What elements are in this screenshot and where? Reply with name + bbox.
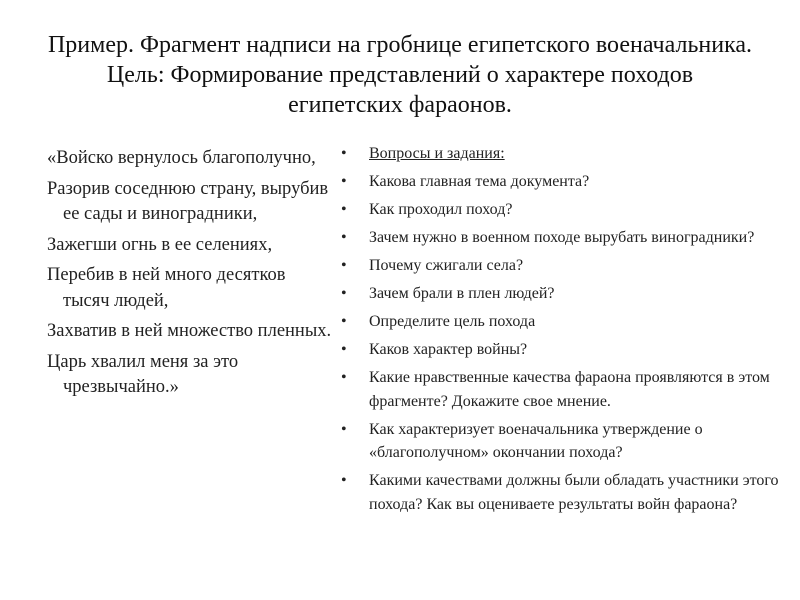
question-item	[341, 170, 781, 194]
question-item	[341, 366, 781, 413]
quote-line: Зажегши огнь в ее селениях,	[47, 234, 273, 255]
question-text: Какие нравственные качества фараона проявляются в этом фрагменте? Докажите свое мнение.	[369, 369, 770, 410]
bullet-icon: •	[341, 173, 347, 190]
bullet-icon: •	[341, 201, 347, 218]
question-item	[341, 338, 781, 362]
quote-line: Царь хвалил меня за это чрезвычайно.»	[47, 351, 239, 397]
question-item	[341, 282, 781, 306]
question-item	[341, 198, 781, 222]
title-line: египетских фараонов.	[288, 92, 512, 118]
bullet-icon: •	[341, 369, 347, 386]
slide-title	[0, 30, 800, 120]
bullet-icon: •	[341, 341, 347, 358]
bullet-icon: •	[341, 257, 347, 274]
question-text: Каков характер войны?	[369, 341, 528, 358]
question-item	[341, 418, 781, 465]
bullet-icon: •	[341, 313, 347, 330]
quote-line: Захватив в ней множество пленных.	[47, 321, 332, 341]
question-text: Почему сжигали села?	[369, 257, 524, 274]
question-text: Определите цель похода	[369, 313, 536, 330]
inscription-quote	[47, 146, 332, 406]
bullet-icon: •	[341, 472, 347, 489]
questions-heading	[341, 142, 781, 166]
question-item	[341, 469, 781, 516]
bullet-icon: •	[341, 285, 347, 302]
title-line: Цель: Формирование представлений о характере походов	[106, 62, 694, 88]
quote-line: Разорив соседнюю страну, вырубив ее сады и виноградники,	[47, 178, 329, 224]
question-text: Какова главная тема документа?	[369, 173, 590, 190]
questions-list	[341, 142, 781, 521]
question-text: Зачем нужно в военном походе вырубать виноградники?	[369, 229, 755, 246]
bullet-icon: •	[341, 420, 347, 438]
quote-line: «Войско вернулось благополучно,	[47, 148, 316, 168]
title-line: Пример. Фрагмент надписи на гробнице египетского военачальника.	[47, 32, 753, 58]
heading-text: Вопросы и задания:	[369, 145, 505, 162]
question-item	[341, 226, 781, 250]
question-item	[341, 310, 781, 334]
question-text: Какими качествами должны были обладать участники этого похода? Как вы оцениваете результаты войн фараона?	[369, 472, 779, 513]
bullet-icon: •	[341, 145, 347, 162]
question-text: Как проходил поход?	[369, 201, 513, 218]
question-text: Как характеризует военачальника утверждение о «благополучном» окончании похода?	[369, 420, 703, 461]
bullet-icon: •	[341, 229, 347, 246]
question-text: Зачем брали в плен людей?	[369, 285, 555, 302]
quote-line: Перебив в ней много десятков тысяч людей,	[47, 265, 286, 311]
question-item	[341, 254, 781, 278]
